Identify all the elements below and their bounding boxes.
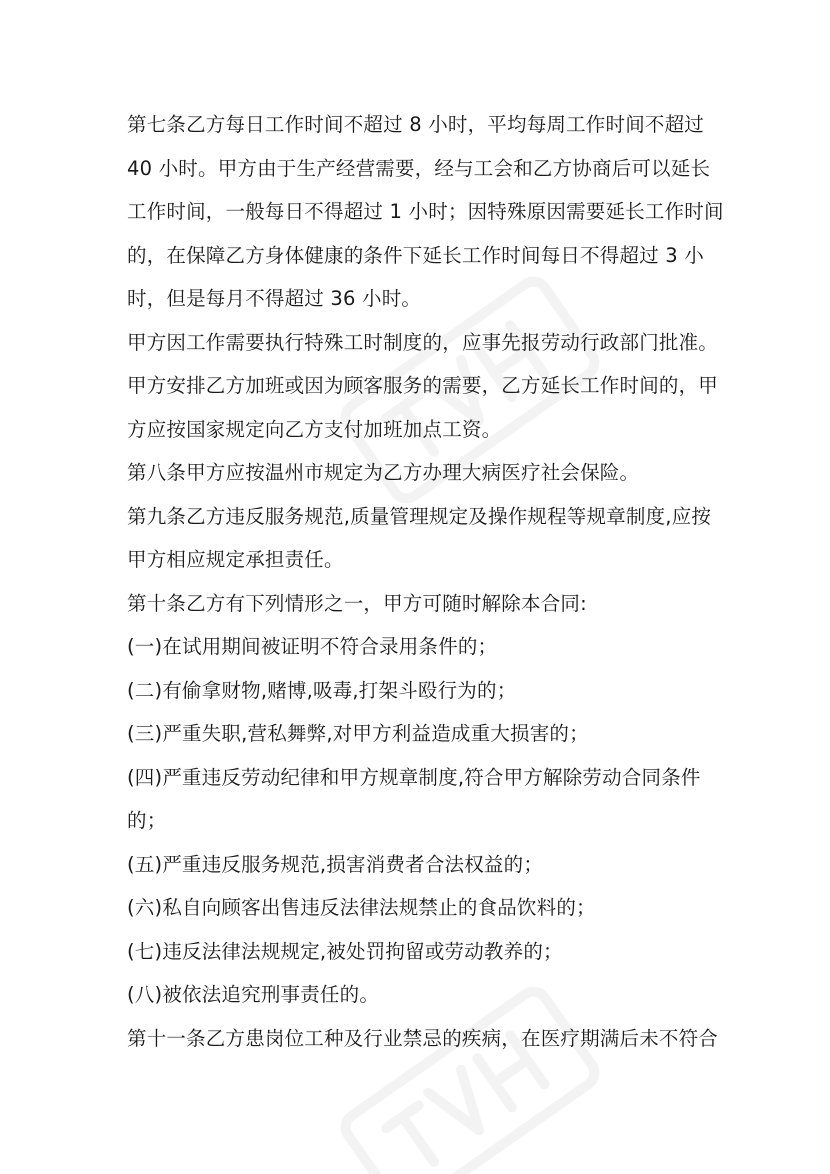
text-line: 甲方因工作需要执行特殊工时制度的，应事先报劳动行政部门批准。	[127, 330, 719, 354]
list-item-6	[127, 889, 717, 933]
text-line: 第八条甲方应按温州市规定为乙方办理大病医疗社会保险。	[127, 461, 640, 484]
text-line: 第十一条乙方患岗位工种及行业禁忌的疾病，在医疗期满后未不符合	[127, 1026, 719, 1050]
list-item-7	[127, 933, 717, 977]
text-line: (三)严重失职,营私舞弊,对甲方利益造成重大损害的；	[127, 722, 589, 745]
text-line: 的；	[127, 809, 167, 832]
list-item-5	[127, 846, 717, 890]
paragraph-article-7	[127, 106, 724, 324]
paragraph-article-8	[127, 454, 717, 498]
text-line: 第九条乙方违反服务规范,质量管理规定及操作规程等规章制度,应按	[127, 504, 712, 528]
text-line: 时，但是每月不得超过 36 小时。	[127, 287, 422, 310]
text-line: (七)违反法律法规规定,被处罚拘留或劳动教养的；	[127, 939, 563, 963]
text-line: 第七条乙方每日工作时间不超过 8 小时，平均每周工作时间不超过	[127, 113, 705, 136]
text-line: (一)在试用期间被证明不符合录用条件的；	[127, 635, 498, 658]
document-body	[127, 106, 724, 1063]
text-line: 工作时间，一般每日不得超过 1 小时；因特殊原因需要延长工作时间	[127, 200, 724, 223]
text-line: 方应按国家规定向乙方支付加班加点工资。	[127, 417, 502, 441]
paragraph-article-11	[127, 1020, 717, 1064]
text-line: 第十条乙方有下列情形之一，甲方可随时解除本合同:	[127, 591, 587, 615]
text-line: (八)被依法追究刑事责任的。	[127, 983, 380, 1006]
list-item-1	[127, 628, 717, 672]
paragraph-article-10	[127, 585, 717, 629]
text-line: (六)私自向顾客出售违反法律法规禁止的食品饮料的；	[127, 896, 596, 919]
paragraph-special-hours	[127, 324, 717, 455]
text-line: 甲方相应规定承担责任。	[127, 548, 344, 571]
paragraph-article-9	[127, 498, 717, 585]
text-line: (五)严重违反服务规范,损害消费者合法权益的；	[127, 852, 544, 876]
text-line: 甲方安排乙方加班或因为顾客服务的需要，乙方延长工作时间的，甲	[127, 374, 719, 397]
list-item-8	[127, 976, 717, 1020]
text-line: (二)有偷拿财物,赌博,吸毒,打架斗殴行为的；	[127, 678, 517, 702]
text-line: 的，在保障乙方身体健康的条件下延长工作时间每日不得超过 3 小	[127, 243, 705, 267]
list-item-2	[127, 672, 717, 716]
text-line: 40 小时。甲方由于生产经营需要，经与工会和乙方协商后可以延长	[127, 156, 711, 180]
list-item-3	[127, 715, 717, 759]
list-item-4	[127, 759, 717, 846]
text-line: (四)严重违反劳动纪律和甲方规章制度,符合甲方解除劳动合同条件	[127, 765, 701, 789]
